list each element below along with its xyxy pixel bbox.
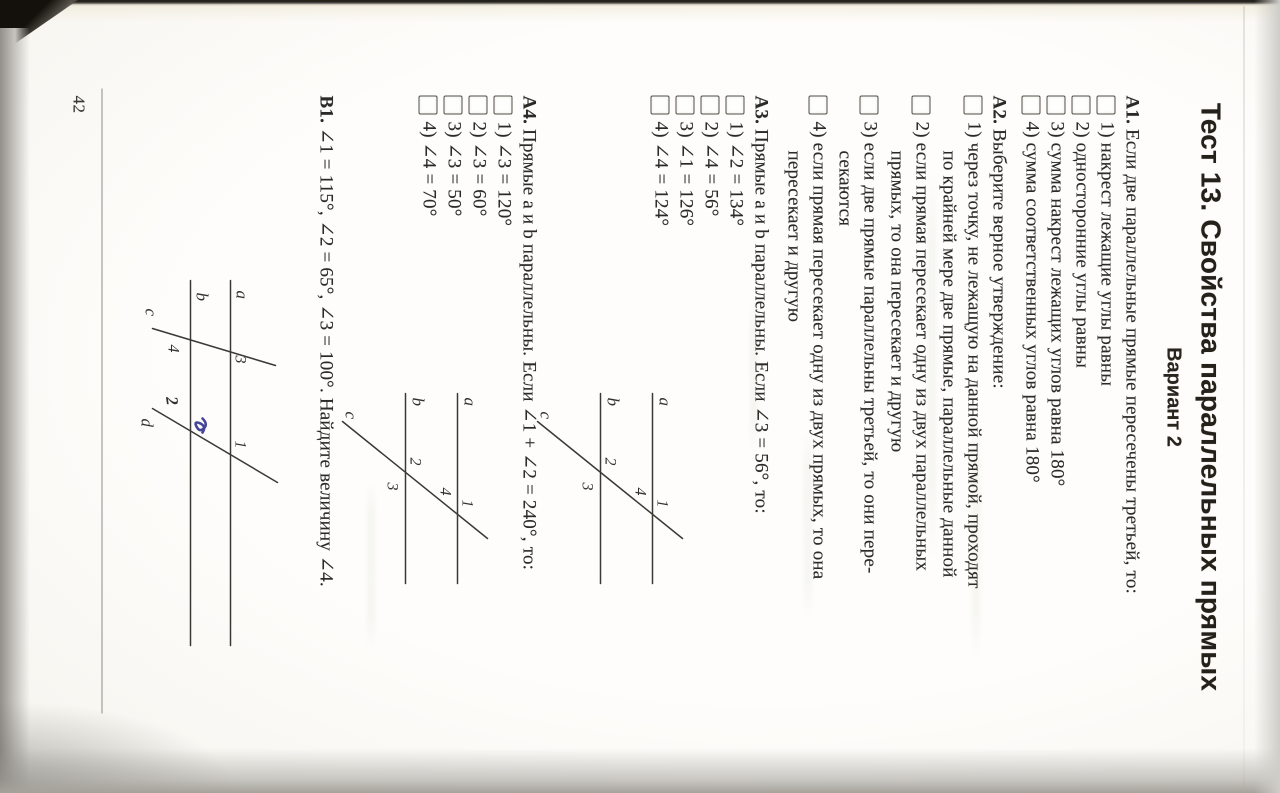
option-text: 2) ∠3 = 60° bbox=[468, 121, 489, 217]
figure-b1-label-d: d bbox=[137, 418, 156, 427]
answer-checkbox bbox=[1046, 95, 1065, 114]
figure-b1 bbox=[130, 270, 280, 660]
bleed-artifact bbox=[971, 420, 980, 660]
figure-a3-angle-2: 2 bbox=[601, 457, 618, 465]
option-text: 3) если две прямые параллельны третьей, то они пере- bbox=[859, 121, 880, 574]
answer-checkbox bbox=[1021, 95, 1040, 114]
answer-checkbox bbox=[725, 95, 744, 114]
question-header-a4: А4. Прямые a и b параллельны. Если ∠1 + ∠2 = 240°, то: bbox=[518, 95, 539, 570]
answer-checkbox bbox=[1096, 95, 1115, 114]
figure-b1-label-a: a bbox=[232, 290, 251, 299]
option-text: 3) сумма накрест лежащих углов равна 180° bbox=[1046, 121, 1067, 486]
answer-checkbox bbox=[675, 95, 694, 114]
figure-a4-angle-1: 1 bbox=[458, 499, 475, 507]
figure-b1-angle-1: 1 bbox=[231, 440, 248, 448]
figure-a4-label-a: a bbox=[460, 397, 479, 406]
figure-a4 bbox=[332, 385, 500, 595]
pen-scribble bbox=[195, 418, 205, 432]
figure-b1-label-c: c bbox=[141, 308, 160, 316]
answer-checkbox bbox=[700, 95, 719, 114]
figure-a4-label-c: c bbox=[341, 411, 360, 419]
answer-checkbox bbox=[443, 95, 462, 114]
answer-checkbox bbox=[963, 95, 982, 114]
option-text: 3) ∠3 = 50° bbox=[443, 121, 464, 217]
page-number: 42 bbox=[69, 95, 88, 113]
bleed-artifact bbox=[927, 170, 936, 560]
figure-a3-transversal-c bbox=[537, 421, 682, 538]
option-text: 4) если прямая пересекает одну из двух прямых, то она bbox=[808, 121, 829, 579]
question-header-a1: А1. Если две параллельные прямые пересечены третьей, то: bbox=[1121, 95, 1142, 594]
figure-a4-angle-3: 3 bbox=[383, 482, 400, 490]
option-text: 1) через точку, не лежащую на данной прямой, проходят bbox=[963, 121, 984, 589]
figure-a3-label-c: c bbox=[536, 411, 555, 419]
answer-checkbox bbox=[418, 95, 437, 114]
figure-a3-label-a: a bbox=[655, 397, 674, 406]
answer-checkbox bbox=[808, 95, 827, 114]
page-title: Тест 13. Свойства параллельных прямых bbox=[1195, 102, 1226, 691]
answer-checkbox bbox=[468, 95, 487, 114]
option-text: 3) ∠1 = 126° bbox=[675, 121, 696, 226]
answer-checkbox bbox=[493, 95, 512, 114]
bleed-artifact bbox=[803, 430, 812, 620]
answer-checkbox bbox=[911, 95, 930, 114]
figure-a3-angle-1: 1 bbox=[653, 499, 670, 507]
answer-checkbox bbox=[650, 95, 669, 114]
figure-a4-angle-2: 2 bbox=[406, 457, 423, 465]
figure-b1-angle-3: 3 bbox=[231, 355, 248, 363]
figure-b1-transversal-d bbox=[152, 408, 277, 482]
variant-label: Вариант 2 bbox=[1162, 346, 1184, 447]
answer-checkbox bbox=[859, 95, 878, 114]
option-text: секаются bbox=[834, 150, 855, 226]
option-text: 1) накрест лежащие углы равны bbox=[1096, 121, 1117, 386]
figure-a4-transversal-c bbox=[342, 421, 487, 538]
figure-a3 bbox=[527, 385, 695, 595]
option-text: 1) ∠3 = 120° bbox=[493, 121, 514, 226]
handwritten-angle-2: 2 bbox=[161, 394, 182, 406]
question-header-a3: А3. Прямые a и b параллельны. Если ∠3 = 56°, то: bbox=[750, 95, 771, 514]
option-text: 2) если прямая пересекает одну из двух параллельных bbox=[911, 121, 932, 571]
option-text: по крайней мере две прямые, параллельные данной bbox=[938, 150, 959, 578]
question-header-a2: А2. Выберите верное утверждение: bbox=[988, 95, 1009, 389]
figure-a3-angle-3: 3 bbox=[578, 482, 595, 490]
figure-b1-angle-4: 4 bbox=[164, 344, 181, 352]
option-text: прямых, то она пересекает и другую bbox=[886, 150, 907, 452]
footer-rule bbox=[101, 88, 102, 713]
figure-b1-label-b: b bbox=[192, 292, 211, 301]
option-text: 2) ∠4 = 56° bbox=[700, 121, 721, 217]
option-text: 1) ∠2 = 134° bbox=[725, 121, 746, 226]
figure-a3-angle-4: 4 bbox=[631, 487, 648, 495]
option-text: 4) сумма соответственных углов равна 180° bbox=[1021, 121, 1042, 483]
option-text: 4) ∠4 = 70° bbox=[418, 121, 439, 217]
figure-a4-label-b: b bbox=[408, 397, 427, 406]
question-header-b1: В1. ∠1 = 115°, ∠2 = 65°, ∠3 = 100°. Найдите величину ∠4. bbox=[315, 95, 336, 587]
answer-checkbox bbox=[1071, 95, 1090, 114]
figure-a3-label-b: b bbox=[603, 397, 622, 406]
bleed-artifact bbox=[749, 300, 758, 450]
figure-a4-angle-4: 4 bbox=[436, 487, 453, 495]
option-text: пересекает и другую bbox=[783, 150, 804, 322]
option-text: 4) ∠4 = 124° bbox=[650, 121, 671, 226]
option-text: 2) односторонние углы равны bbox=[1071, 121, 1092, 368]
bleed-artifact bbox=[366, 480, 375, 650]
